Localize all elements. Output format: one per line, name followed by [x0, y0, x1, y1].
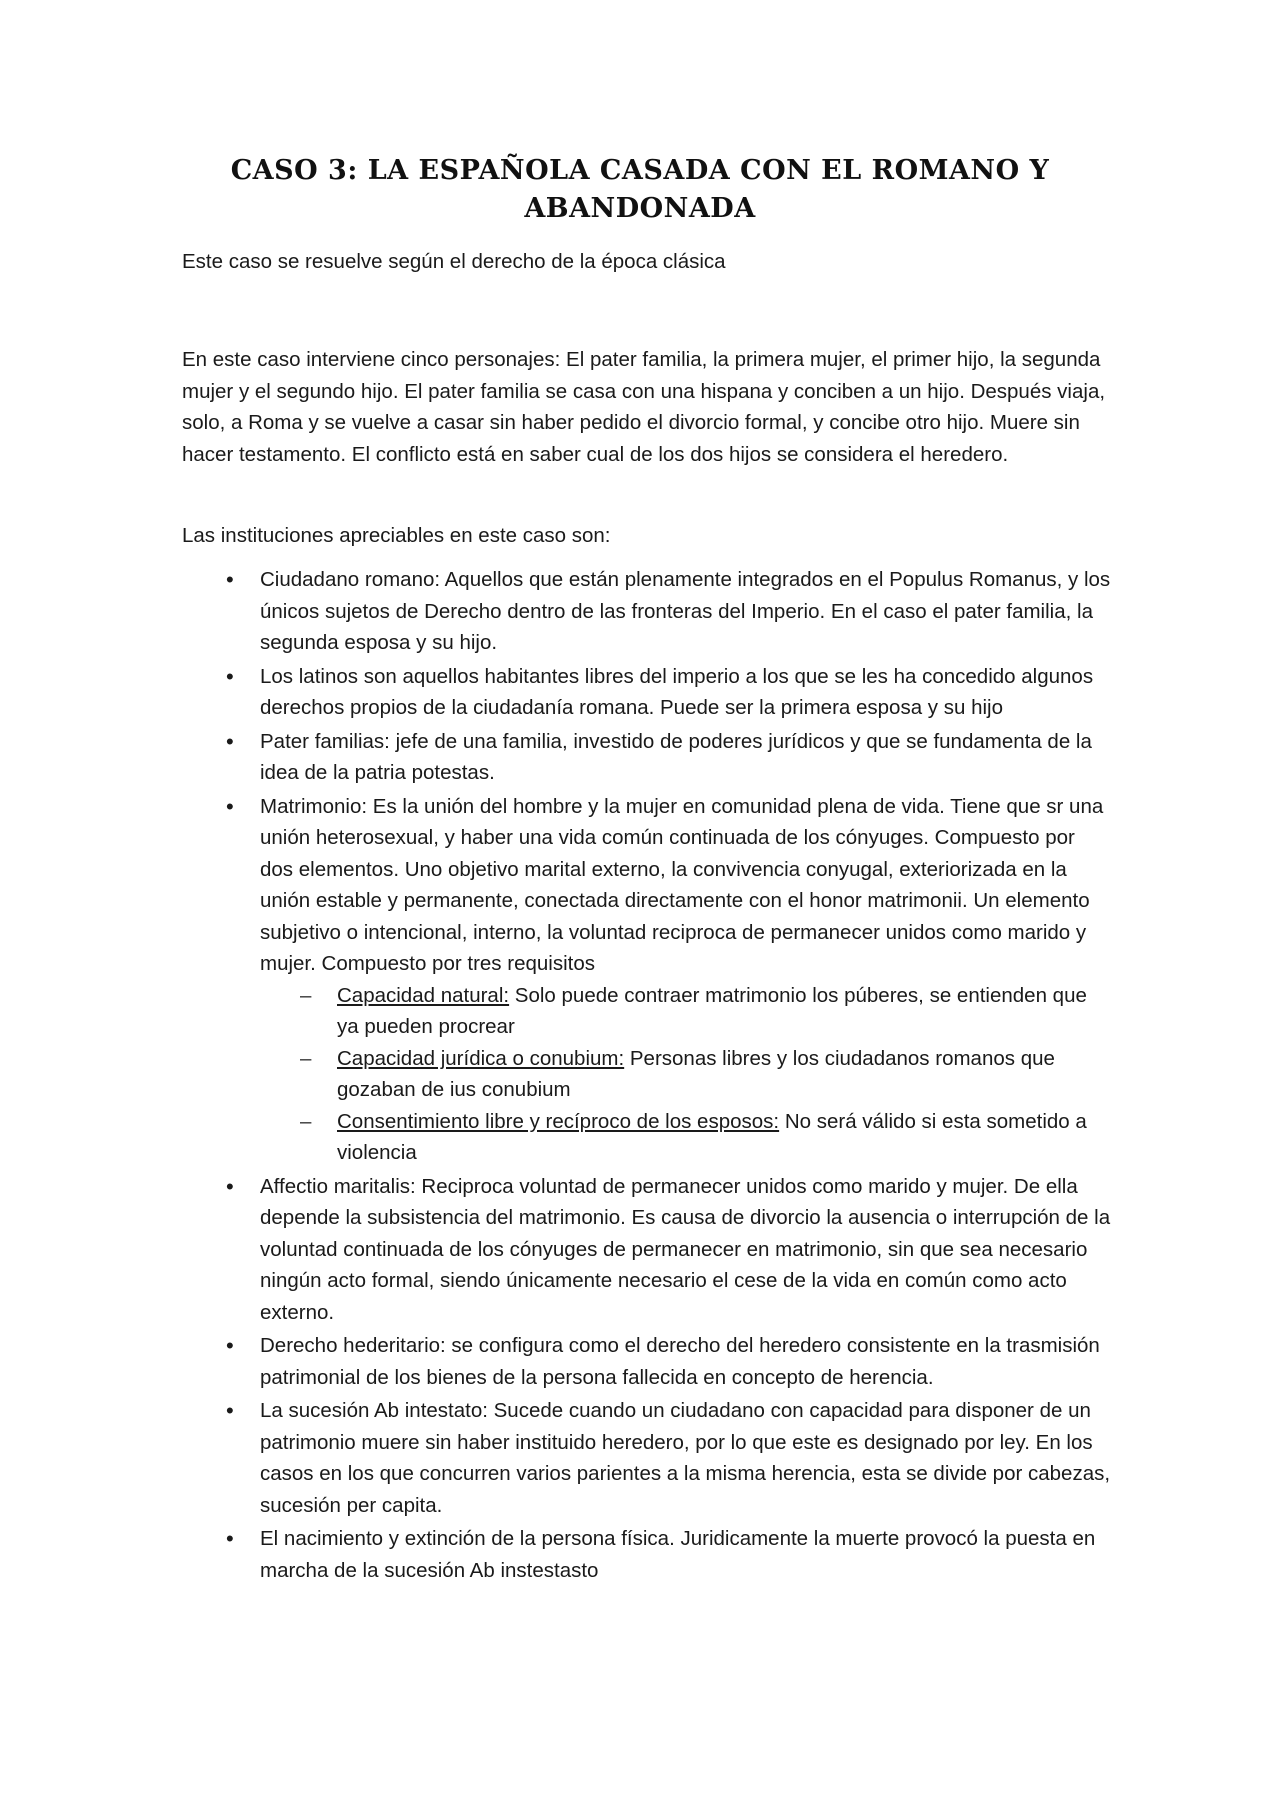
intro-paragraph: Este caso se resuelve según el derecho de la época clásica: [182, 250, 726, 273]
list-item-text: Affectio maritalis: Reciproca voluntad de permanecer unidos como marido y mujer. De ella depende la subsistencia del matrimonio. Es causa de divorcio la ausencia o interrupción de la voluntad continuada de los cónyuges de permanecer en matrimonio, sin que sea necesario ningún acto formal, siendo únicamente necesario el cese de la vida en común como acto externo.: [260, 1174, 1111, 1324]
list-item-text: Matrimonio: Es la unión del hombre y la mujer en comunidad plena de vida. Tiene que sr una unión heterosexual, y haber una vida común continuada de los cónyuges. Compuesto por dos elementos. Uno objetivo marital externo, la convivencia conyugal, exteriorizada en la unión estable y permanente, conectada directamente con el honor matrimonii. Un elemento subjetivo o intencional, interno, la voluntad reciproca de permanecer unidos como marido y mujer. Compuesto por tres requisitos: [260, 794, 1104, 975]
requisitos-list: [260, 980, 1112, 1169]
list-item: [182, 1523, 1112, 1586]
list-item: [182, 1395, 1112, 1521]
requisito-text: Solo puede contraer matrimonio los púberes, se entienden que ya pueden procrear: [337, 983, 1087, 1038]
list-item: [182, 726, 1112, 789]
list-item-text: Derecho hederitario: se configura como el derecho del heredero consistente en la trasmisión patrimonial de los bienes de la persona fallecida en concepto de herencia.: [260, 1334, 1100, 1389]
requisito-text: Personas libres y los ciudadanos romanos que gozaban de ius conubium: [337, 1046, 1055, 1101]
list-item-text: Los latinos son aquellos habitantes libres del imperio a los que se les ha concedido algunos derechos propios de la ciudadanía romana. Puede ser la primera esposa y su hijo: [260, 664, 1094, 719]
case-description: En este caso interviene cinco personajes: El pater familia, la primera mujer, el primer hijo, la segunda mujer y el segundo hijo. El pater familia se casa con una hispana y conciben a un hijo. Después viaja, solo, a Roma y se vuelve a casar sin haber pedido el divorcio formal, y concibe otro hijo. Muere sin hacer testamento. El conflicto está en saber cual de los dos hijos se considera el heredero.: [182, 348, 1106, 466]
list-item-text: Ciudadano romano: Aquellos que están plenamente integrados en el Populus Romanus, y los únicos sujetos de Derecho dentro de las fronteras del Imperio. En el caso el pater familia, la segunda esposa y su hijo.: [260, 568, 1111, 654]
institutions-lead: Las instituciones apreciables en este caso son:: [182, 524, 611, 547]
requisito-term: Consentimiento libre y recíproco de los esposos:: [337, 1109, 780, 1133]
list-item-text: El nacimiento y extinción de la persona física. Juridicamente la muerte provocó la puesta en marcha de la sucesión Ab instestasto: [260, 1527, 1096, 1582]
list-item: [182, 1330, 1112, 1393]
requisito-item: [260, 980, 1112, 1043]
title-line-2: ABANDONADA: [524, 193, 756, 224]
list-item-text: Pater familias: jefe de una familia, investido de poderes jurídicos y que se fundamenta de la idea de la patria potestas.: [260, 729, 1092, 784]
institutions-list: [182, 564, 1112, 1588]
list-item: [182, 791, 1112, 1169]
list-item-text: La sucesión Ab intestato: Sucede cuando un ciudadano con capacidad para disponer de un patrimonio muere sin haber instituido heredero, por lo que este es designado por ley. En los casos en los que concurren varios parientes a la misma herencia, esta se divide por cabezas, sucesión per capita.: [260, 1399, 1111, 1517]
title-line-1: CASO 3: LA ESPAÑOLA CASADA CON EL ROMANO Y: [230, 155, 1050, 186]
requisito-term: Capacidad jurídica o conubium:: [337, 1046, 625, 1070]
requisito-text: No será válido si esta sometido a violencia: [337, 1109, 1087, 1164]
requisito-term: Capacidad natural:: [337, 983, 510, 1007]
document-title: [185, 152, 1095, 228]
requisito-item: [260, 1043, 1112, 1106]
requisito-item: [260, 1106, 1112, 1169]
list-item: [182, 1171, 1112, 1329]
list-item: [182, 564, 1112, 659]
list-item: [182, 661, 1112, 724]
